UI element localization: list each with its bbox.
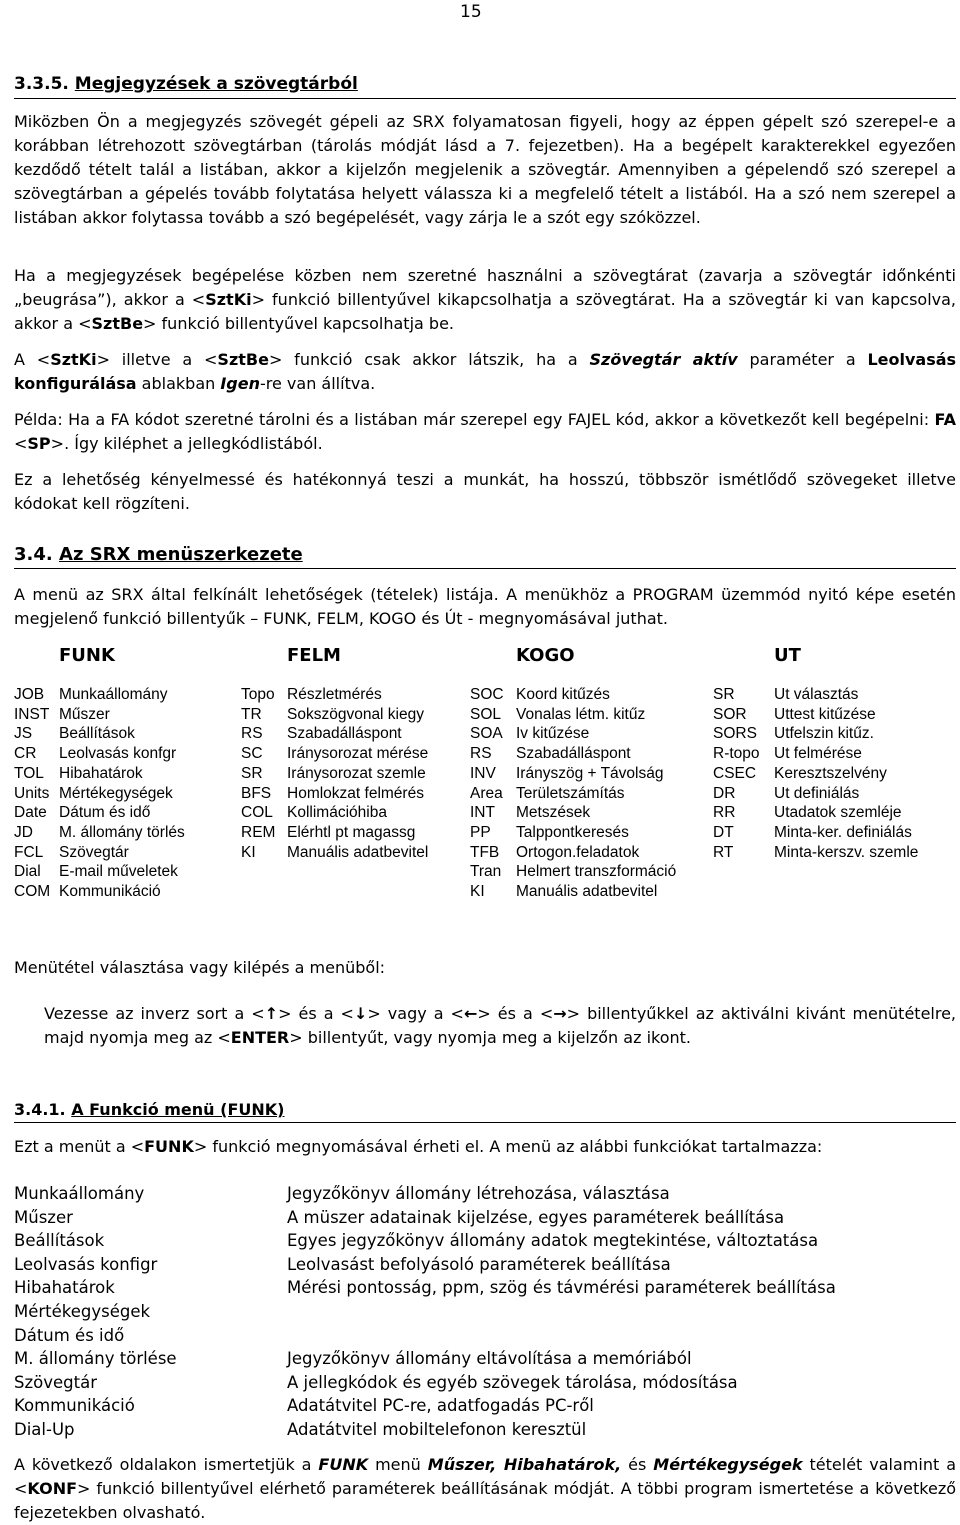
menu-item-code: KI xyxy=(241,843,256,861)
menu-item-code: TR xyxy=(241,705,262,723)
menu-item-label: Ut választás xyxy=(774,686,859,703)
function-name: Dátum és idő xyxy=(14,1325,125,1345)
menu-select-heading: Menütétel választása vagy kilépés a menüből: xyxy=(14,958,386,977)
menu-item-label: Munkaállomány xyxy=(59,686,168,703)
function-name: Dial-Up xyxy=(14,1419,75,1439)
section-number: 3.4.1. xyxy=(14,1100,66,1119)
menu-item-code: INT xyxy=(470,804,495,822)
menu-item-code: INST xyxy=(14,705,50,723)
arrow-right-icon: → xyxy=(553,1004,567,1023)
menu-item-label: Ut felmérése xyxy=(774,745,862,763)
menu-item-code: COM xyxy=(14,883,51,900)
paragraph-example: Példa: Ha a FA kódot szeretné tárolni és a listában már szerepel egy FAJEL kód, akkor a következőt kell begépelni: FA <SP>. Így kiléphet a jellegkódlistából. xyxy=(14,410,956,453)
menu-item-label: Koord kitűzés xyxy=(516,686,610,703)
menu-item-label: Iv kitűzése xyxy=(516,725,590,743)
menu-item-label: Manuális adatbevitel xyxy=(516,883,658,900)
menu-item-code: SR xyxy=(241,764,263,782)
function-description: A jellegkódok és egyéb szövegek tárolása, módosítása xyxy=(287,1372,738,1392)
menu-item-code: CR xyxy=(14,745,37,763)
function-name: Műszer xyxy=(14,1207,73,1227)
menu-item-label: Talppontkeresés xyxy=(516,823,629,841)
section-heading-3-4 xyxy=(14,544,303,565)
menu-item-code: Date xyxy=(14,804,47,822)
menu-item-label: Részletmérés xyxy=(287,686,382,703)
menu-item-label: Utfelszin kitűz. xyxy=(774,725,874,743)
menu-item-label: Kollimációhiba xyxy=(287,804,387,822)
function-description: A müszer adatainak kijelzése, egyes paraméterek beállítása xyxy=(287,1207,785,1227)
menu-item-label: Területszámítás xyxy=(516,784,625,802)
menu-item-code: Dial xyxy=(14,863,41,881)
menu-item-label: Szövegtár xyxy=(59,843,129,861)
section-number: 3.4. xyxy=(14,544,53,565)
menu-item-code: R-topo xyxy=(713,745,760,763)
function-description: Adatátvitel PC-re, adatfogadás PC-ről xyxy=(287,1396,594,1416)
menu-item-label: Iránysorozat szemle xyxy=(287,764,426,782)
menu-item-label: Kommunikáció xyxy=(59,883,161,900)
function-name: Hibahatárok xyxy=(14,1278,115,1298)
menu-item-code: SOC xyxy=(470,686,504,703)
menu-item-code: TFB xyxy=(470,843,500,861)
function-name: Leolvasás konfigr xyxy=(14,1254,158,1274)
function-description-list xyxy=(287,1182,836,1442)
menu-item-code: JOB xyxy=(14,686,45,703)
menu-item-label: Műszer xyxy=(59,705,110,723)
menu-item-label: Mértékegységek xyxy=(59,784,173,802)
section-rule xyxy=(14,568,956,569)
menu-item-code: PP xyxy=(470,823,491,841)
section-title: A Funkció menü (FUNK) xyxy=(71,1100,285,1119)
menu-item-code: RR xyxy=(713,804,736,822)
column-header-funk: FUNK xyxy=(59,645,115,666)
menu-item-label: Ortogon.feladatok xyxy=(516,843,640,861)
function-name: Kommunikáció xyxy=(14,1396,135,1416)
section-title: Megjegyzések a szövegtárból xyxy=(74,74,358,94)
menu-item-code: DR xyxy=(713,784,736,802)
menu-item-label: Leolvasás konfgr xyxy=(59,745,177,763)
function-name: Beállítások xyxy=(14,1231,105,1251)
menu-item-code: DT xyxy=(713,823,734,841)
menu-item-label: Metszések xyxy=(516,804,591,822)
function-description: Leolvasást befolyásoló paraméterek beállítása xyxy=(287,1254,671,1274)
menu-item-label: Minta-kerszv. szemle xyxy=(774,843,919,861)
menu-item-label: Ut definiálás xyxy=(774,784,860,802)
function-name-list xyxy=(14,1182,177,1442)
function-description xyxy=(287,1300,836,1324)
section-rule xyxy=(14,98,956,99)
section-heading-3-3-5 xyxy=(14,74,358,94)
paragraph-menu-intro: A menü az SRX által felkínált lehetőségek (tételek) listája. A menükhöz a PROGRAM üzemmód nyitó képe esetén megjelenő funkció billentyűk – FUNK, FELM, KOGO és Út - megnyomásával juthat. xyxy=(14,585,956,628)
menu-item-code: SC xyxy=(241,745,263,763)
menu-item-code: INV xyxy=(470,764,496,782)
menu-item-code: Area xyxy=(470,784,503,802)
function-description: Jegyzőkönyv állomány eltávolítása a memóriából xyxy=(287,1349,692,1369)
arrow-up-icon: ↑ xyxy=(264,1004,279,1023)
menu-item-code: SORS xyxy=(713,725,757,743)
menu-item-code: BFS xyxy=(241,784,272,802)
menu-item-label: Irányszög + Távolság xyxy=(516,764,664,782)
menu-item-label: Dátum és idő xyxy=(59,804,151,822)
menu-item-label: Szabadálláspont xyxy=(516,745,631,763)
menu-item-code: RS xyxy=(241,725,263,743)
function-description: Adatátvitel mobiltelefonon keresztül xyxy=(287,1419,587,1439)
arrow-down-icon: ↓ xyxy=(353,1004,368,1023)
section-heading-3-4-1 xyxy=(14,1100,284,1119)
menu-item-code: TOL xyxy=(14,764,44,782)
menu-item-code: SOA xyxy=(470,725,503,743)
paragraph-benefit: Ez a lehetőség kényelmessé és hatékonnyá teszi a munkát, ha hosszú, többször ismétlődő szövegeket illetve kódokat kell rögzíteni. xyxy=(14,470,956,513)
menu-item-code: Topo xyxy=(241,686,275,703)
menu-item-label: Keresztszelvény xyxy=(774,764,887,782)
function-name: Munkaállomány xyxy=(14,1184,145,1203)
menu-item-label: Homlokzat felmérés xyxy=(287,784,424,802)
menu-item-label: Utadatok szemléje xyxy=(774,804,902,822)
paragraph-visibility: A <SztKi> illetve a <SztBe> funkció csak akkor látszik, ha a Szövegtár aktív paraméter a Leolvasás konfigurálása ablakban Igen-re van állítva. xyxy=(14,350,957,393)
menu-item-label: Beállítások xyxy=(59,725,135,743)
menu-item-label: Helmert transzformáció xyxy=(516,863,677,881)
menu-item-label: Sokszögvonal kiegy xyxy=(287,705,424,723)
function-description xyxy=(287,1324,836,1348)
menu-item-label: E-mail műveletek xyxy=(59,863,178,881)
menu-item-code: CSEC xyxy=(713,764,757,782)
menu-item-label: Uttest kitűzése xyxy=(774,705,876,723)
menu-item-code: JD xyxy=(14,823,33,841)
menu-item-label: Manuális adatbevitel xyxy=(287,843,429,861)
paragraph-menu-navigation: Vezesse az inverz sort a <↑> és a <↓> vagy a <←> és a <→> billentyűkkel az aktiválni kivánt menütételre, majd nyomja meg az <ENTER> billentyűt, vagy nyomja meg a kijelzőn az ikont. xyxy=(44,1004,957,1047)
page-number: 15 xyxy=(460,2,482,22)
paragraph-funk-intro: Ezt a menüt a <FUNK> funkció megnyomásával érheti el. A menü az alábbi funkciókat tartalmazza: xyxy=(14,1137,823,1156)
column-header-ut: UT xyxy=(774,645,801,666)
menu-item-label: Minta-ker. definiálás xyxy=(774,823,912,841)
menu-table xyxy=(0,685,960,915)
column-header-kogo: KOGO xyxy=(516,645,575,666)
menu-item-code: SOR xyxy=(713,705,747,723)
section-number: 3.3.5. xyxy=(14,74,69,94)
function-description: Mérési pontosság, ppm, szög és távmérési paraméterek beállítása xyxy=(287,1278,836,1298)
menu-item-code: KI xyxy=(470,883,485,900)
menu-item-code: JS xyxy=(14,725,33,743)
menu-item-code: RS xyxy=(470,745,492,763)
menu-item-label: Hibahatárok xyxy=(59,764,143,782)
arrow-left-icon: ← xyxy=(463,1004,478,1023)
function-description: Jegyzőkönyv állomány létrehozása, választása xyxy=(287,1184,670,1203)
menu-item-code: REM xyxy=(241,823,276,841)
paragraph-funk-outro: A következő oldalakon ismertetjük a FUNK menü Műszer, Hibahatárok, és Mértékegységek tételét valamint a <KONF> funkció billentyűvel elérhető paraméterek beállításának módját. A többi program ismertetése a következő fejezetekben olvasható. xyxy=(14,1455,957,1522)
menu-item-code: COL xyxy=(241,804,273,822)
function-name: Szövegtár xyxy=(14,1372,97,1392)
menu-item-code: SR xyxy=(713,686,735,703)
menu-item-code: RT xyxy=(713,843,734,861)
menu-item-code: FCL xyxy=(14,843,44,861)
menu-item-label: M. állomány törlés xyxy=(59,823,185,841)
menu-item-label: Iránysorozat mérése xyxy=(287,745,429,763)
function-name: M. állomány törlése xyxy=(14,1349,177,1369)
menu-item-code: Tran xyxy=(470,863,502,881)
column-header-felm: FELM xyxy=(287,645,341,666)
function-name: Mértékegységek xyxy=(14,1301,151,1321)
function-description: Egyes jegyzőkönyv állomány adatok megtekintése, változtatása xyxy=(287,1231,819,1251)
menu-item-label: Elérhtl pt magassg xyxy=(287,823,416,841)
section-rule xyxy=(14,1122,956,1123)
paragraph-autocomplete: Miközben Ön a megjegyzés szövegét gépeli az SRX folyamatosan figyeli, hogy az éppen gépelt szó szerepel-e a korábban létrehozott szövegtárban (tárolás módját lásd a 7. fejezetben). Ha a begépelt karakterekkel egyezően kezdődő tételt talál a listában, akkor a kijelzőn megjelenik a szövegtár. Amennyiben a gépelendő szó szerepel a szövegtárban a gépelés tovább folytatása helyett válassza ki a megfelelő tételt a listából. Ha a szó nem szerepel a listában akkor folytassa tovább a szó begépelését, vagy zárja le a szót egy szóközzel. xyxy=(14,112,956,227)
menu-item-label: Vonalas létm. kitűz xyxy=(516,705,646,723)
menu-item-label: Szabadálláspont xyxy=(287,725,402,743)
paragraph-disable-textlib: Ha a megjegyzések begépelése közben nem szeretné használni a szövegtárat (zavarja a szövegtár időnkénti „beugrása”), akkor a <SztKi> funkció billentyűvel kikapcsolhatja a szövegtárat. Ha a szövegtár ki van kapcsolva, akkor a <SztBe> funkció billentyűvel kapcsolhatja be. xyxy=(14,266,957,333)
menu-item-code: Units xyxy=(14,784,50,802)
menu-item-code: SOL xyxy=(470,705,502,723)
section-title: Az SRX menüszerkezete xyxy=(59,544,303,565)
